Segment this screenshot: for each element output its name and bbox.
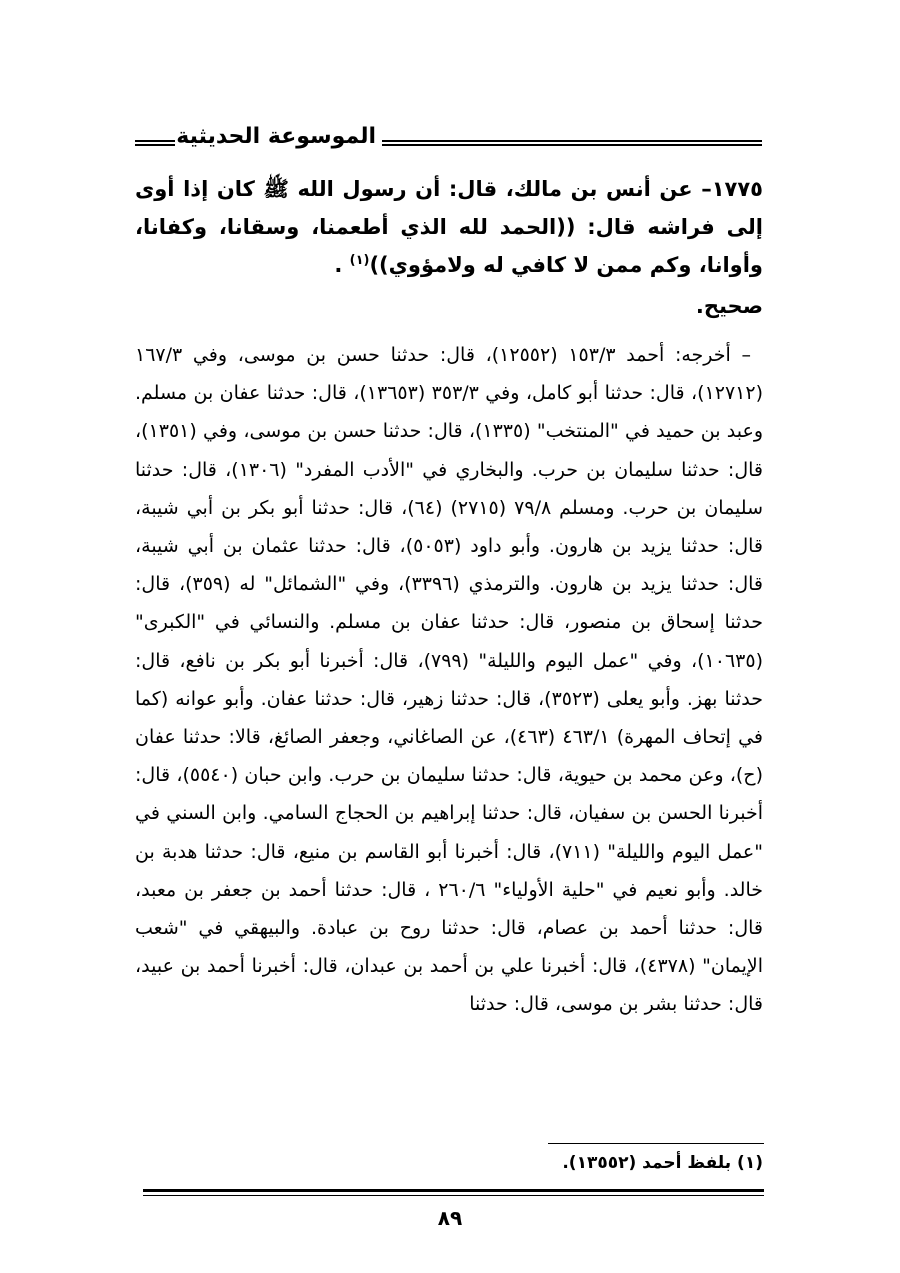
hadith-text	[135, 170, 763, 284]
page-number: ٨٩	[437, 1206, 463, 1230]
takhrij-paragraph: – أخرجه: أحمد ١٥٣/٣ (١٢٥٥٢)، قال: حدثنا حسن بن موسى، وفي ١٦٧/٣ (١٢٧١٢)، قال: حدثنا أبو كامل، وفي ٣٥٣/٣ (١٣٦٥٣)، قال: حدثنا عفان بن مسلم. وعبد بن حميد في "المنتخب" (١٣٣٥)، قال: حدثنا حسن بن موسى، وفي (١٣٥١)، قال: حدثنا سليمان بن حرب. والبخاري في "الأدب المفرد" (١٣٠٦)، قال: حدثنا سليمان بن حرب. ومسلم ٧٩/٨ (٢٧١٥) (٦٤)، قال: حدثنا أبو بكر بن أبي شيبة، قال: حدثنا يزيد بن هارون. وأبو داود (٥٠٥٣)، قال: حدثنا عثمان بن أبي شيبة، قال: حدثنا يزيد بن هارون. والترمذي (٣٣٩٦)، وفي "الشمائل" له (٣٥٩)، قال: حدثنا إسحاق بن منصور، قال: حدثنا عفان بن مسلم. والنسائي في "الكبرى" (١٠٦٣٥)، وفي "عمل اليوم والليلة" (٧٩٩)، قال: أخبرنا أبو بكر بن نافع، قال: حدثنا بهز. وأبو يعلى (٣٥٢٣)، قال: حدثنا زهير، قال: حدثنا عفان. وأبو عوانه (كما في إتحاف المهرة) ٤٦٣/١ (٤٦٣)، عن الصاغاني، وجعفر الصائغ، قالا: حدثنا عفان (ح)، وعن محمد بن حيوية، قال: حدثنا سليمان بن حرب. وابن حبان (٥٥٤٠)، قال: أخبرنا الحسن بن سفيان، قال: حدثنا إبراهيم بن الحجاج السامي. وابن السني في "عمل اليوم والليلة" (٧١١)، قال: أخبرنا أبو القاسم بن منيع، قال: حدثنا هدبة بن خالد. وأبو نعيم في "حلية الأولياء" ٢٦٠/٦ ، قال: حدثنا أحمد بن جعفر بن معبد، قال: حدثنا أحمد بن عصام، قال: حدثنا روح بن عبادة. والبيهقي في "شعب الإيمان" (٤٣٧٨)، قال: أخبرنا علي بن أحمد بن عبدان، قال: أخبرنا أحمد بن عبيد، قال: حدثنا بشر بن موسى، قال: حدثنا	[135, 344, 764, 1016]
footnote-separator	[548, 1143, 764, 1144]
footer-rule	[143, 1189, 764, 1196]
running-header-title: الموسوعة الحديثية	[176, 124, 376, 149]
hadith-tail: .	[334, 253, 350, 277]
footnote: (١) بلفظ أحمد (١٣٥٥٢).	[562, 1153, 763, 1173]
header-rule	[135, 140, 175, 146]
footnote-reference: (١)	[349, 253, 370, 268]
hadith-grade: صحيح.	[695, 294, 763, 318]
takhrij-section	[135, 336, 763, 1024]
hadith-body: ١٧٧٥– عن أنس بن مالك، قال: أن رسول الله ﷺ كان إذا أوى إلى فراشه قال: ((الحمد لله الذي أطعمنا، وسقانا، وكفانا، وأوانا، وكم ممن لا كافي له ولامؤوي))	[135, 177, 763, 277]
header-rule	[382, 140, 762, 146]
